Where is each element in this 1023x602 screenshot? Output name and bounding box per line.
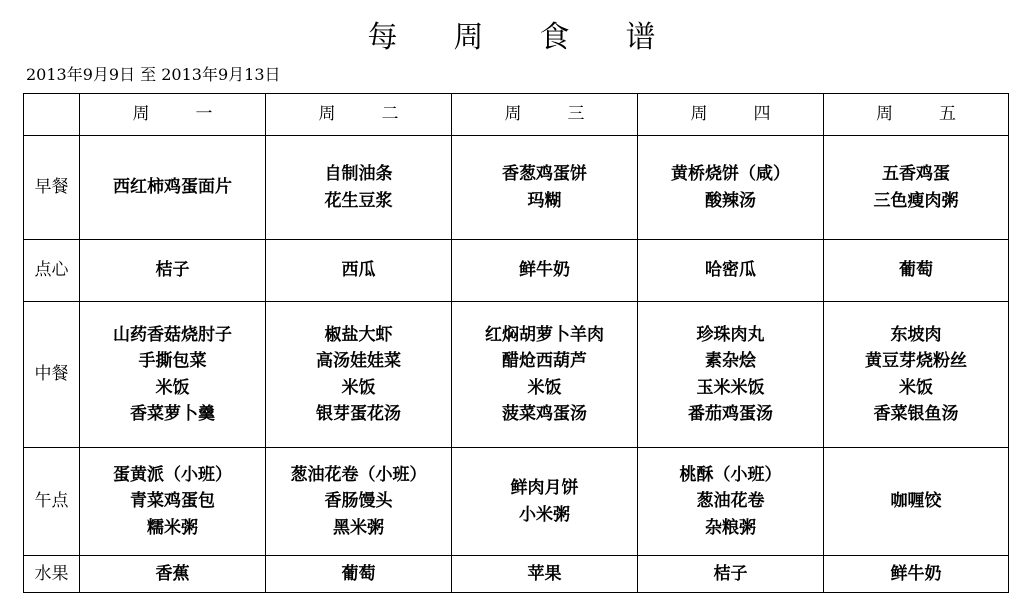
dish-item: 桃酥（小班） bbox=[679, 464, 782, 485]
menu-cell bbox=[824, 448, 1009, 556]
menu-cell bbox=[638, 240, 824, 302]
menu-cell bbox=[80, 556, 266, 593]
dish-item: 鲜牛奶 bbox=[519, 260, 570, 281]
menu-cell bbox=[452, 556, 638, 593]
menu-cell bbox=[266, 240, 452, 302]
dish-item: 黄豆芽烧粉丝 bbox=[865, 351, 967, 371]
menu-cell bbox=[266, 448, 452, 556]
menu-cell bbox=[638, 556, 824, 593]
dish-item: 玉米米饭 bbox=[696, 377, 765, 398]
dish-item: 珍珠肉丸 bbox=[696, 324, 765, 345]
dish-item: 银芽蛋花汤 bbox=[316, 404, 401, 424]
day-header: 周一 bbox=[80, 94, 266, 136]
dish-item: 香蕉 bbox=[155, 563, 190, 584]
dish-item: 香菜萝卜羹 bbox=[130, 404, 215, 424]
menu-cell bbox=[80, 448, 266, 556]
dish-item: 鲜牛奶 bbox=[890, 563, 942, 584]
meal-row bbox=[24, 448, 1009, 556]
day-header: 周二 bbox=[266, 94, 452, 136]
dish-item: 米饭 bbox=[341, 377, 376, 398]
dish-item: 哈密瓜 bbox=[705, 260, 756, 281]
dish-item: 素杂烩 bbox=[705, 351, 756, 371]
menu-cell bbox=[824, 240, 1009, 302]
header-row bbox=[24, 94, 1009, 136]
dish-item: 菠菜鸡蛋汤 bbox=[502, 404, 587, 424]
dish-item: 米饭 bbox=[899, 377, 933, 398]
menu-cell bbox=[266, 556, 452, 593]
dish-item: 黄桥烧饼（咸） bbox=[671, 164, 790, 184]
menu-cell bbox=[80, 302, 266, 448]
dish-item: 五香鸡蛋 bbox=[882, 164, 950, 184]
menu-cell bbox=[638, 448, 824, 556]
dish-item: 苹果 bbox=[527, 563, 562, 584]
dish-item: 糯米粥 bbox=[147, 517, 198, 538]
day-header: 周三 bbox=[452, 94, 638, 136]
menu-cell bbox=[452, 136, 638, 240]
dish-item: 米饭 bbox=[527, 377, 562, 398]
dish-item: 黑米粥 bbox=[333, 517, 384, 538]
menu-cell bbox=[80, 136, 266, 240]
dish-item: 西红柿鸡蛋面片 bbox=[113, 177, 232, 198]
dish-item: 葡萄 bbox=[341, 563, 376, 584]
dish-item: 桔子 bbox=[713, 563, 748, 584]
dish-item: 葱油花卷 bbox=[696, 491, 765, 512]
dish-item: 自制油条 bbox=[324, 164, 393, 184]
dish-item: 小米粥 bbox=[519, 504, 570, 525]
menu-cell bbox=[452, 302, 638, 448]
day-header: 周五 bbox=[824, 94, 1009, 136]
menu-cell bbox=[266, 136, 452, 240]
dish-item: 花生豆浆 bbox=[324, 190, 393, 211]
meal-row bbox=[24, 556, 1009, 593]
meal-label: 中餐 bbox=[24, 302, 80, 448]
menu-cell bbox=[824, 136, 1009, 240]
dish-item: 酸辣汤 bbox=[705, 190, 756, 211]
menu-cell bbox=[824, 556, 1009, 593]
dish-item: 米饭 bbox=[155, 377, 190, 398]
dish-item: 葡萄 bbox=[899, 260, 933, 281]
dish-item: 香葱鸡蛋饼 bbox=[502, 164, 587, 184]
meal-row bbox=[24, 302, 1009, 448]
menu-cell bbox=[824, 302, 1009, 448]
dish-item: 青菜鸡蛋包 bbox=[130, 491, 215, 512]
dish-item: 东坡肉 bbox=[890, 324, 942, 345]
dish-item: 番茄鸡蛋汤 bbox=[688, 404, 773, 424]
meal-row bbox=[24, 240, 1009, 302]
dish-item: 桔子 bbox=[155, 260, 190, 281]
menu-cell bbox=[638, 136, 824, 240]
dish-item: 香肠馒头 bbox=[324, 491, 393, 512]
dish-item: 香菜银鱼汤 bbox=[873, 404, 959, 424]
dish-item: 玛糊 bbox=[527, 190, 562, 211]
date-range: 2013年9月9日 至 2013年9月13日 bbox=[26, 65, 281, 84]
dish-item: 椒盐大虾 bbox=[324, 324, 393, 345]
dish-item: 醋炝西葫芦 bbox=[502, 351, 587, 371]
dish-item: 蛋黄派（小班） bbox=[113, 464, 232, 485]
meal-label: 午点 bbox=[24, 448, 80, 556]
dish-item: 咖喱饺 bbox=[890, 491, 942, 512]
menu-cell bbox=[638, 302, 824, 448]
dish-item: 鲜肉月饼 bbox=[510, 478, 579, 498]
dish-item: 手撕包菜 bbox=[138, 351, 207, 371]
menu-title: 每周食谱 bbox=[367, 20, 712, 55]
corner-cell bbox=[24, 94, 80, 136]
weekly-menu-table bbox=[23, 93, 1009, 593]
dish-item: 红焖胡萝卜羊肉 bbox=[485, 324, 604, 345]
meal-label: 点心 bbox=[24, 240, 80, 302]
meal-label: 水果 bbox=[24, 556, 80, 593]
menu-cell bbox=[452, 240, 638, 302]
dish-item: 山药香菇烧肘子 bbox=[113, 324, 232, 345]
dish-item: 西瓜 bbox=[341, 260, 376, 281]
menu-cell bbox=[266, 302, 452, 448]
dish-item: 葱油花卷（小班） bbox=[290, 464, 427, 485]
dish-item: 杂粮粥 bbox=[705, 517, 756, 538]
menu-cell bbox=[80, 240, 266, 302]
dish-item: 高汤娃娃菜 bbox=[316, 351, 401, 371]
meal-row bbox=[24, 136, 1009, 240]
meal-label: 早餐 bbox=[24, 136, 80, 240]
dish-item: 三色瘦肉粥 bbox=[873, 190, 959, 211]
menu-cell bbox=[452, 448, 638, 556]
day-header: 周四 bbox=[638, 94, 824, 136]
